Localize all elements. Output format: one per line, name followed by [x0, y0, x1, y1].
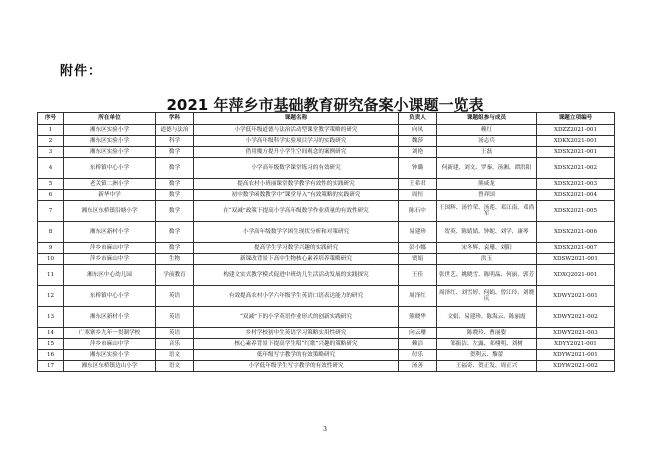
cell-unit: 湘东区实验小学	[64, 147, 156, 158]
cell-index: 14	[38, 328, 64, 339]
cell-topic: 核心素养背景下提高学生唱“红歌”兴趣的策略研究	[194, 339, 399, 350]
cell-leader: 向云珊	[399, 328, 437, 339]
cell-topic: 小学高年级科学实验项目学习的实践研究	[194, 136, 399, 147]
cell-unit: 湘东区新村小学	[64, 222, 156, 243]
cell-leader: 陈石中	[399, 201, 437, 222]
cell-code: XDYW2021-002	[537, 361, 615, 372]
cell-code: XDSX2021-007	[537, 243, 615, 254]
column-header: 课题组参与成员	[437, 113, 537, 125]
cell-subject: 生物	[156, 254, 194, 265]
cell-code: XDYY2021-001	[537, 339, 615, 350]
cell-topic: “双减”下的小学英语作业形式的创新实践研究	[194, 307, 399, 328]
cell-index: 15	[38, 339, 64, 350]
cell-code: XDWY2021-002	[537, 307, 615, 328]
cell-unit: 湘东区东桥镇边山小学	[64, 361, 156, 372]
cell-code: XDWY2021-003	[537, 328, 615, 339]
topics-table	[37, 112, 615, 372]
cell-index: 12	[38, 286, 64, 307]
cell-leader: 付乐	[399, 350, 437, 361]
cell-subject: 数学	[156, 201, 194, 222]
cell-topic: 在“双减”政策下提高小学高年级数学作业质量的有效性研究	[194, 201, 399, 222]
cell-index: 17	[38, 361, 64, 372]
cell-members: 赖红	[437, 125, 537, 136]
cell-subject: 数学	[156, 147, 194, 158]
cell-leader: 彭小娜	[399, 243, 437, 254]
cell-leader: 贾娟	[399, 254, 437, 265]
cell-index: 6	[38, 190, 64, 201]
cell-index: 13	[38, 307, 64, 328]
table-row	[38, 350, 615, 361]
cell-members: 何新建、刘文、罗秦、汤湘、谭洪阳	[437, 158, 537, 179]
cell-members: 周泽红、刘雪婷、何娟、曾江玲、刘晓庆	[437, 286, 537, 307]
cell-code: XDXQ2021-001	[537, 265, 615, 286]
cell-index: 5	[38, 179, 64, 190]
table-row	[38, 158, 615, 179]
cell-topic: 乡村学校初中生英语学习策略实用性研究	[194, 328, 399, 339]
cell-code: XDSW2021-001	[537, 254, 615, 265]
cell-topic: 构建文实式教学模式促进中班幼儿生活活动发展的实践探究	[194, 265, 399, 286]
cell-topic: 小学低年级学生写字教学的有效性研究	[194, 361, 399, 372]
table-row	[38, 201, 615, 222]
cell-subject: 道德与法治	[156, 125, 194, 136]
cell-members: 张世艺、姚晓雪、陈明晶、何丽、郭芳	[437, 265, 537, 286]
cell-members: 熊咸龙	[437, 179, 537, 190]
cell-index: 7	[38, 201, 64, 222]
cell-index: 10	[38, 254, 64, 265]
cell-subject: 音乐	[156, 339, 194, 350]
cell-subject: 学前教育	[156, 265, 194, 286]
column-header: 序号	[38, 113, 64, 125]
cell-topic: 初中数学函数教学中“课堂导入”有效策略的实践研究	[194, 190, 399, 201]
column-header: 课题立项编号	[537, 113, 615, 125]
table-row	[38, 328, 615, 339]
cell-unit: 萍乡市麻山中学	[64, 243, 156, 254]
cell-topic: 小学低年级道德与法治活动型课堂教学策略的研究	[194, 125, 399, 136]
cell-code: XDSX2021-003	[537, 179, 615, 190]
table-row	[38, 125, 615, 136]
cell-index: 1	[38, 125, 64, 136]
table-row	[38, 179, 615, 190]
column-header: 学科	[156, 113, 194, 125]
cell-code: XDSX2021-006	[537, 222, 615, 243]
cell-subject: 语文	[156, 361, 194, 372]
cell-leader: 周恒	[399, 190, 437, 201]
cell-leader: 汤善	[399, 361, 437, 372]
cell-subject: 英语	[156, 286, 194, 307]
cell-unit: 东桥镇中心小学	[64, 286, 156, 307]
cell-unit: 湘东区实验小学	[64, 136, 156, 147]
table-row	[38, 361, 615, 372]
cell-subject: 数学	[156, 243, 194, 254]
table-row	[38, 147, 615, 158]
cell-subject: 数学	[156, 222, 194, 243]
table-row	[38, 286, 615, 307]
cell-code: XDSX2021-001	[537, 147, 615, 158]
cell-subject: 语文	[156, 350, 194, 361]
cell-members: 洪玉	[437, 254, 537, 265]
cell-members: 宋冬辉、袁珊、刘阳	[437, 243, 537, 254]
table-row	[38, 222, 615, 243]
cell-unit: 东桥镇中心小学	[64, 158, 156, 179]
cell-code: XDSX2021-005	[537, 201, 615, 222]
table-row	[38, 307, 615, 328]
cell-members: 贺英、陈婧婧、钟妮、刘学、康琴	[437, 222, 537, 243]
table-row	[38, 190, 615, 201]
cell-unit: 老关镇二洲小学	[64, 179, 156, 190]
cell-leader: 王希君	[399, 179, 437, 190]
cell-unit: 湘东区实验小学	[64, 125, 156, 136]
cell-leader: 熊晓华	[399, 307, 437, 328]
cell-unit: 广寒寨乡九年一贯制学校	[64, 328, 156, 339]
cell-leader: 周泽红	[399, 286, 437, 307]
cell-members: 曾祥国	[437, 190, 537, 201]
cell-members: 王国辉、汤竹荣、汤莲、邓江南、邓尚军	[437, 201, 537, 222]
cell-index: 16	[38, 350, 64, 361]
cell-unit: 湘东区新村小学	[64, 307, 156, 328]
cell-index: 4	[38, 158, 64, 179]
attachment-label: 附件：	[60, 64, 103, 79]
cell-unit: 湘东区东桥镇沿塘小学	[64, 201, 156, 222]
cell-code: XDYW2021-001	[537, 350, 615, 361]
cell-members: 王磊	[437, 147, 537, 158]
cell-index: 3	[38, 147, 64, 158]
cell-code: XDZZ2021-001	[537, 125, 615, 136]
cell-subject: 科学	[156, 136, 194, 147]
cell-leader: 魏莎	[399, 136, 437, 147]
cell-subject: 英语	[156, 328, 194, 339]
cell-index: 2	[38, 136, 64, 147]
cell-members: 王福奇、贺正发、周正兴	[437, 361, 537, 372]
page-number: 3	[323, 426, 327, 433]
cell-topic: 提高学生学习数学兴趣的实践研究	[194, 243, 399, 254]
cell-topic: 低年级写字教学的有效策略研究	[194, 350, 399, 361]
cell-leader: 向凤	[399, 125, 437, 136]
cell-leader: 刘艳	[399, 147, 437, 158]
cell-index: 8	[38, 222, 64, 243]
document-title: 2021 年萍乡市基础教育研究备案小课题一览表	[166, 96, 484, 114]
cell-topic: 提高农村小班丽课堂数学教学有效性的实践研究	[194, 179, 399, 190]
table-row	[38, 265, 615, 286]
cell-subject: 英语	[156, 307, 194, 328]
cell-code: XDWY2021-001	[537, 286, 615, 307]
column-header: 负责人	[399, 113, 437, 125]
table-header-row	[38, 113, 615, 125]
cell-topic: 新课改背景下高中生物核心素养培养策略研究	[194, 254, 399, 265]
cell-leader: 王佳	[399, 265, 437, 286]
cell-topic: 有效提高农村小学六年级学生英语口语表达能力的研究	[194, 286, 399, 307]
table-row	[38, 136, 615, 147]
cell-subject: 数学	[156, 190, 194, 201]
cell-unit: 湘东区实验小学	[64, 350, 156, 361]
cell-index: 11	[38, 265, 64, 286]
column-header: 所在单位	[64, 113, 156, 125]
cell-topic: 小学高年级数学课堂练习的有效研究	[194, 158, 399, 179]
column-header: 课题名称	[194, 113, 399, 125]
cell-index: 9	[38, 243, 64, 254]
cell-members: 贺利云、黎蕾	[437, 350, 537, 361]
cell-leader: 赖洁	[399, 339, 437, 350]
cell-topic: 借用魔方提升小学生空间观念的案例研究	[194, 147, 399, 158]
table-row	[38, 254, 615, 265]
cell-members: 邹振洁、左露、邓栩明、刘树	[437, 339, 537, 350]
cell-topic: 小学高年级数学学困生现状分析和对策研究	[194, 222, 399, 243]
cell-unit: 湘东区中心幼儿园	[64, 265, 156, 286]
cell-unit: 萍乡市麻山中学	[64, 339, 156, 350]
table-row	[38, 339, 615, 350]
cell-code: XDSX2021-004	[537, 190, 615, 201]
cell-subject: 数学	[156, 158, 194, 179]
table-row	[38, 243, 615, 254]
cell-unit: 萍乡市麻山中学	[64, 254, 156, 265]
cell-subject: 数学	[156, 179, 194, 190]
cell-code: XDSX2021-002	[537, 158, 615, 179]
cell-code: XDKX2021-001	[537, 136, 615, 147]
cell-leader: 钟璐	[399, 158, 437, 179]
cell-members: 文娟、易建珍、陈海云、陈丽霞	[437, 307, 537, 328]
cell-members: 汤志兵	[437, 136, 537, 147]
cell-leader: 易建珍	[399, 222, 437, 243]
cell-members: 陈晓玲、曹丽姿	[437, 328, 537, 339]
cell-unit: 新华中学	[64, 190, 156, 201]
